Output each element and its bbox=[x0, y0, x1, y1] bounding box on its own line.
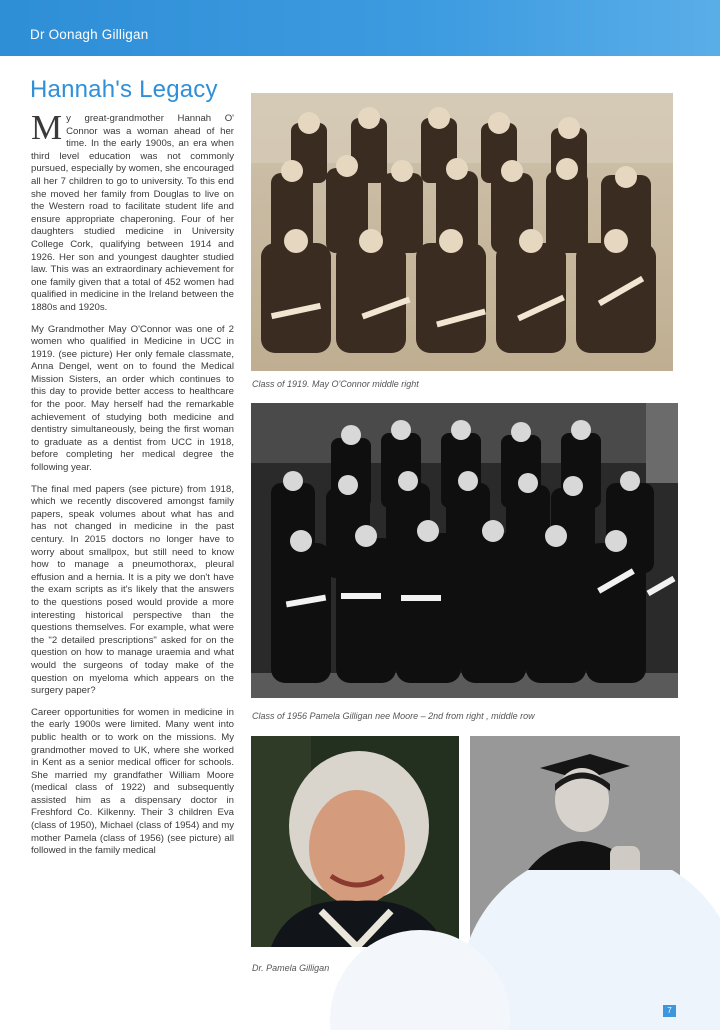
portrait-caption: Dr. Pamela Gilligan bbox=[252, 963, 330, 973]
class-1919-photo bbox=[251, 93, 673, 371]
paragraph-1 bbox=[31, 108, 234, 315]
page-number: 7 bbox=[663, 1005, 676, 1017]
paragraph-2: My Grandmother May O'Connor was one of 2 women who qualified in Medicine in UCC in 1919. (see picture) Her only female classmate, Anna Dengel, went on to found the Medical Mission Sisters, an order which continues to this day to provide better access to healthcare for the poor. May herself had the remarkable achievement of studying both medicine and dentistry simultaneously, being the first woman to graduate as a dentist from UCC in 1918, before completing her medical degree the following year. bbox=[31, 323, 234, 474]
background-decoration bbox=[0, 870, 720, 1030]
page-header bbox=[0, 0, 720, 56]
paragraph-3: The final med papers (see picture) from 1918, which we recently discovered amongst family papers, speak volumes about what has and has not changed in medicine in the past century. In 2015 doctors no longer have to worry about smallpox, but still need to know how to manage a pneumothorax, pleural effusion and a hernia. It is a pity we don't have the exam scripts as it's likely that the answers to the questions posed would provide a more interesting historical perspective than the questions themselves. For example, what were the "2 detailed prescriptions" asked for on the question on how to manage uraemia and what would the surgeons of today make of the question on myeloma which appears on the surgery paper? bbox=[31, 483, 234, 697]
paragraph-4: Career opportunities for women in medicine in the early 1900s were limited. Many went into public health or to work on the missions. My grandmother moved to UK, where she worked in Kent as a senior medical officer for schools. She married my grandfather William Moore (medical class of 1922) and subsequently assisted him as a dispensary doctor in Freshford Co. Kilkenny. Their 3 children Eva (class of 1950), Michael (class of 1954) and my mother Pamela (class of 1956) (see picture) all followed in the family medical bbox=[31, 706, 234, 857]
article-title: Hannah's Legacy bbox=[30, 76, 218, 103]
author-name: Dr Oonagh Gilligan bbox=[30, 27, 149, 42]
class-1919-caption: Class of 1919. May O'Connor middle right bbox=[252, 379, 419, 389]
article-body bbox=[31, 108, 234, 867]
class-1956-caption: Class of 1956 Pamela Gilligan nee Moore – 2nd from right , middle row bbox=[252, 711, 535, 721]
drop-cap: M bbox=[31, 108, 63, 147]
class-1956-photo bbox=[251, 403, 678, 698]
paragraph-1-text: y great-grandmother Hannah O' Connor was a woman ahead of her time. In the early 1900s, an era when third level education was not commonly pursued, especially by women, she encouraged all her 7 children to go to university. To this end she moved her family from Douglas to live on the Western road to facilitate student life and ensure appropriate chaperoning. Four of her daughters studied medicine in University College Cork, qualifying between 1914 and 1926. Her son and youngest daughter studied law. This was an extraordinary achievement for one family given that a total of 452 women had qualified in medicine in the Ireland between the 1880s and 1920s. bbox=[31, 113, 234, 313]
